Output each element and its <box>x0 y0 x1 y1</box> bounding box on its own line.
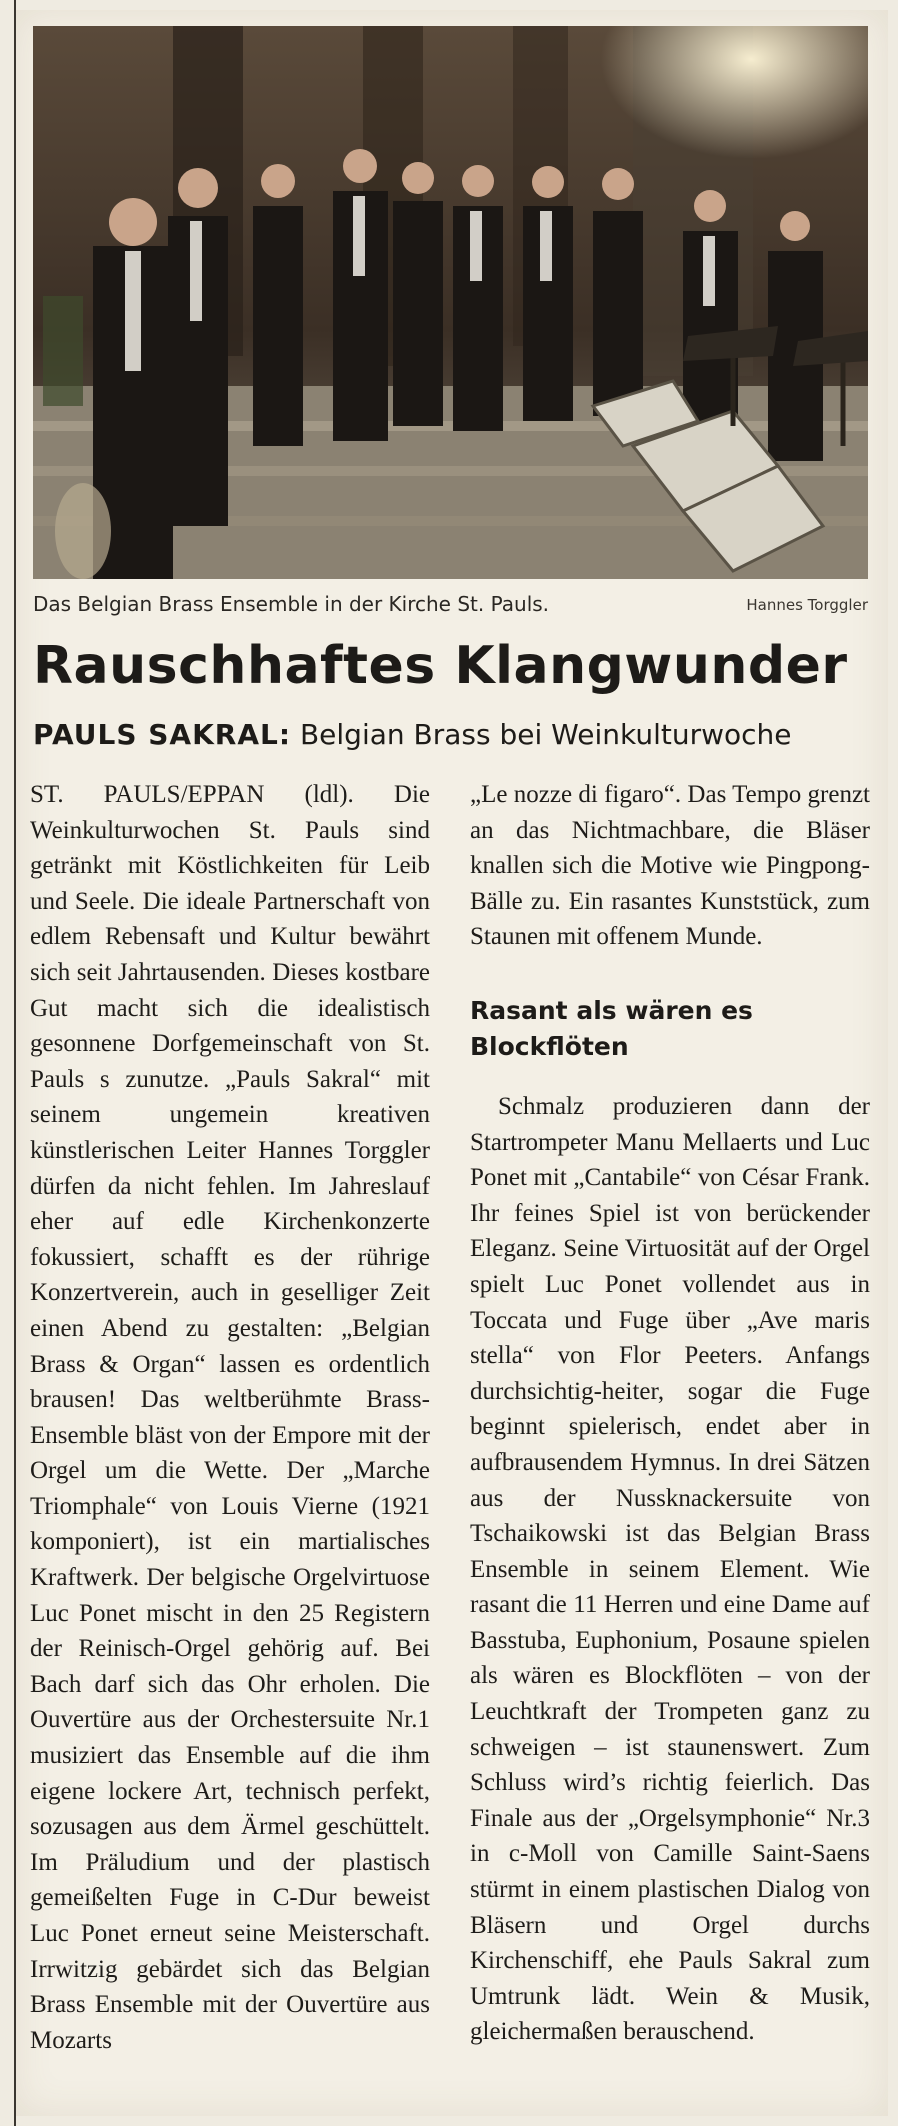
article-subheadline <box>33 718 868 751</box>
photo-credit: Hannes Torggler <box>746 596 868 614</box>
article-photo <box>33 26 868 579</box>
section-heading: Rasant als wären es Blockflöten <box>470 995 753 1061</box>
ensemble-photo-illustration <box>33 26 868 579</box>
photo-caption: Das Belgian Brass Ensemble in der Kirche St. Pauls. <box>33 592 550 616</box>
subhead-text: Belgian Brass bei Weinkulturwoche <box>299 718 792 751</box>
photo-caption-row <box>33 592 868 622</box>
right-column-bottom-text: Schmalz produzieren dann der Startrompeter Manu Mellaerts und Luc Ponet mit „Cantabile“ von César Frank. Ihr feines Spiel ist von berückender Eleganz. Seine Virtuosität auf der Orgel spielt Luc Ponet vollendet aus in Toccata und Fuge über „Ave maris stella“ von Flor Peeters. Anfangs durchsichtig-heiter, sogar die Fuge beginnt spielerisch, endet aber in aufbrausendem Hymnus. In drei Sätzen aus der Nussknackersuite von Tschaikowski ist das Belgian Brass Ensemble in seinem Element. Wie rasant die 11 Herren und eine Dame auf Basstuba, Euphonium, Posaune spielen als wären es Blockflöten – von der Leuchtkraft der Trompeten ganz zu schweigen – ist staunenswert. Zum Schluss wird’s richtig feierlich. Das Finale aus der „Orgelsymphonie“ Nr.3 in c-Moll von Camille Saint-Saens stürmt in einem plastischen Dialog von Bläsern und Orgel durchs Kirchenschiff, ehe Pauls Sakral zum Umtrunk lädt. Wein & Musik, gleichermaßen berauschend. <box>470 1092 870 2046</box>
subhead-kicker: PAULS SAKRAL: <box>33 718 292 751</box>
page-edge-rule <box>14 0 16 2126</box>
right-column-top-text: „Le nozze di figaro“. Das Tempo grenzt an das Nichtmachbare, die Bläser knallen sich die Motive wie Pingpong-Bälle zu. Ein rasantes Kunststück, zum Staunen mit offenem Munde. <box>470 781 870 951</box>
article-headline: Rauschhaftes Klangwunder <box>33 636 848 696</box>
left-column-text: ST. PAULS/EPPAN (ldl). Die Weinkulturwochen St. Pauls sind getränkt mit Köstlichkeiten für Leib und Seele. Die ideale Partnerschaft von edlem Rebensaft und Kultur bewährt sich seit Jahrtausenden. Dieses kostbare Gut macht sich die idealistisch gesonnene Dorfgemeinschaft von St. Pauls s zunutze. „Pauls Sakral“ mit seinem ungemein kreativen künstlerischen Leiter Hannes Torggler dürfen da nicht fehlen. Im Jahreslauf eher auf edle Kirchenkonzerte fokussiert, schafft es der rührige Konzertverein, auch in geselliger Zeit einen Abend zu gestalten: „Belgian Brass & Organ“ lassen es ordentlich brausen! Das weltberühmte Brass-Ensemble bläst von der Empore mit der Orgel um die Wette. Der „Marche Triomphale“ von Louis Vierne (1921 komponiert), ist ein martialisches Kraftwerk. Der belgische Orgelvirtuose Luc Ponet mischt in den 25 Registern der Reinisch-Orgel gehörig auf. Bei Bach darf sich das Ohr erholen. Die Ouvertüre aus der Orchestersuite Nr.1 musiziert das Ensemble auf die ihm eigene lockere Art, technisch perfekt, sozusagen aus dem Ärmel geschüttelt. Im Präludium und der plastisch gemeißelten Fuge in C-Dur beweist Luc Ponet erneut seine Meisterschaft. Irrwitzig gebärdet sich das Belgian Brass Ensemble mit der Ouvertüre aus Mozarts <box>30 781 430 2054</box>
article-column-left <box>30 777 430 2058</box>
article-column-right <box>470 777 870 2050</box>
